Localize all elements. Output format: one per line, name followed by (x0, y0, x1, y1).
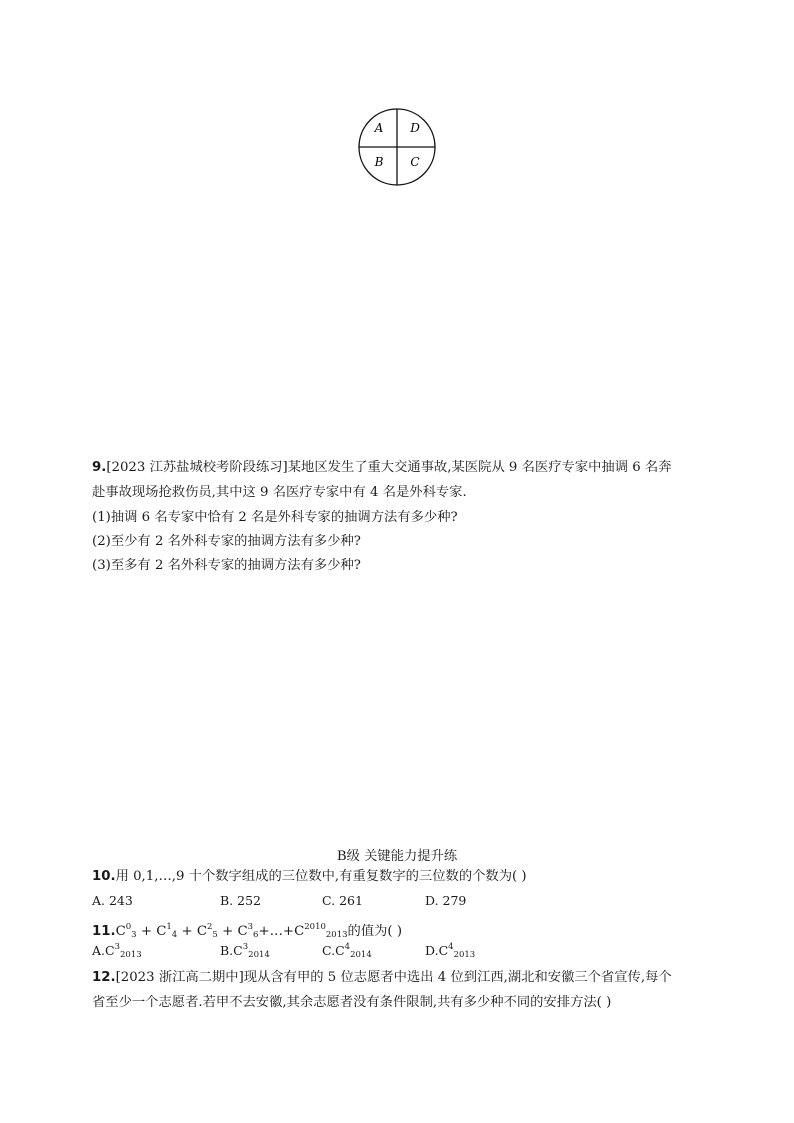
region-label-a: A (374, 121, 384, 135)
q10-option-b: B. 252 (220, 893, 261, 908)
q12-number: 12. (92, 970, 116, 985)
q11-option-b: $B.C^3_{2014}$ (220, 942, 270, 960)
q9-line1 (92, 458, 672, 478)
region-label-b: B (374, 155, 384, 169)
q12-line1 (92, 968, 672, 988)
q9-sub1: (1)抽调 6 名专家中恰有 2 名是外科专家的抽调方法有多少种? (92, 510, 458, 525)
q11-expression: $C^0_3 + C^1_4 + C^2_5$ + $C^3_6+\dots+C^{2010}_{2013}$ (115, 922, 348, 940)
q11-option-c: $C.C^4_{2014}$ (322, 942, 372, 960)
q11-option-d: $D.C^4_{2013}$ (425, 942, 476, 960)
q11-line (92, 917, 402, 945)
q9-sub3: (3)至多有 2 名外科专家的抽调方法有多少种? (92, 558, 361, 573)
region-label-c: C (410, 155, 420, 169)
q10-option-a: A. 243 (92, 893, 133, 908)
q12-text-1: [2023 浙江高二期中]现从含有甲的 5 位志愿者中选出 4 位到江西,湖北和安徽三个省宣传,每个 (115, 970, 672, 985)
q9-text-1: [2023 江苏盐城校考阶段练习]某地区发生了重大交通事故,某医院从 9 名医疗专家中抽调 6 名奔 (106, 460, 672, 475)
q11-tail: 的值为( ) (347, 924, 403, 939)
region-label-d: D (410, 121, 420, 135)
q12-line2: 省至少一个志愿者.若甲不去安徽,其余志愿者没有条件限制,共有多少种不同的安排方法( ) (92, 995, 612, 1010)
circle-figure (357, 107, 437, 187)
q10-option-d: D. 279 (425, 893, 467, 908)
q10-option-c: C. 261 (322, 893, 363, 908)
q10-line (92, 867, 527, 887)
q11-number: 11. (92, 924, 116, 939)
q11-option-a: $A.C^3_{2013}$ (92, 942, 142, 960)
q10-text: 用 0,1,…,9 十个数字组成的三位数中,有重复数字的三位数的个数为( ) (115, 869, 527, 884)
q9-line2: 赴事故现场抢救伤员,其中这 9 名医疗专家中有 4 名是外科专家. (92, 485, 467, 500)
q10-number: 10. (92, 869, 116, 884)
q9-number: 9. (92, 460, 107, 475)
q9-sub2: (2)至少有 2 名外科专家的抽调方法有多少种? (92, 534, 361, 549)
section-b-title: B级 关键能力提升练 (336, 849, 458, 864)
